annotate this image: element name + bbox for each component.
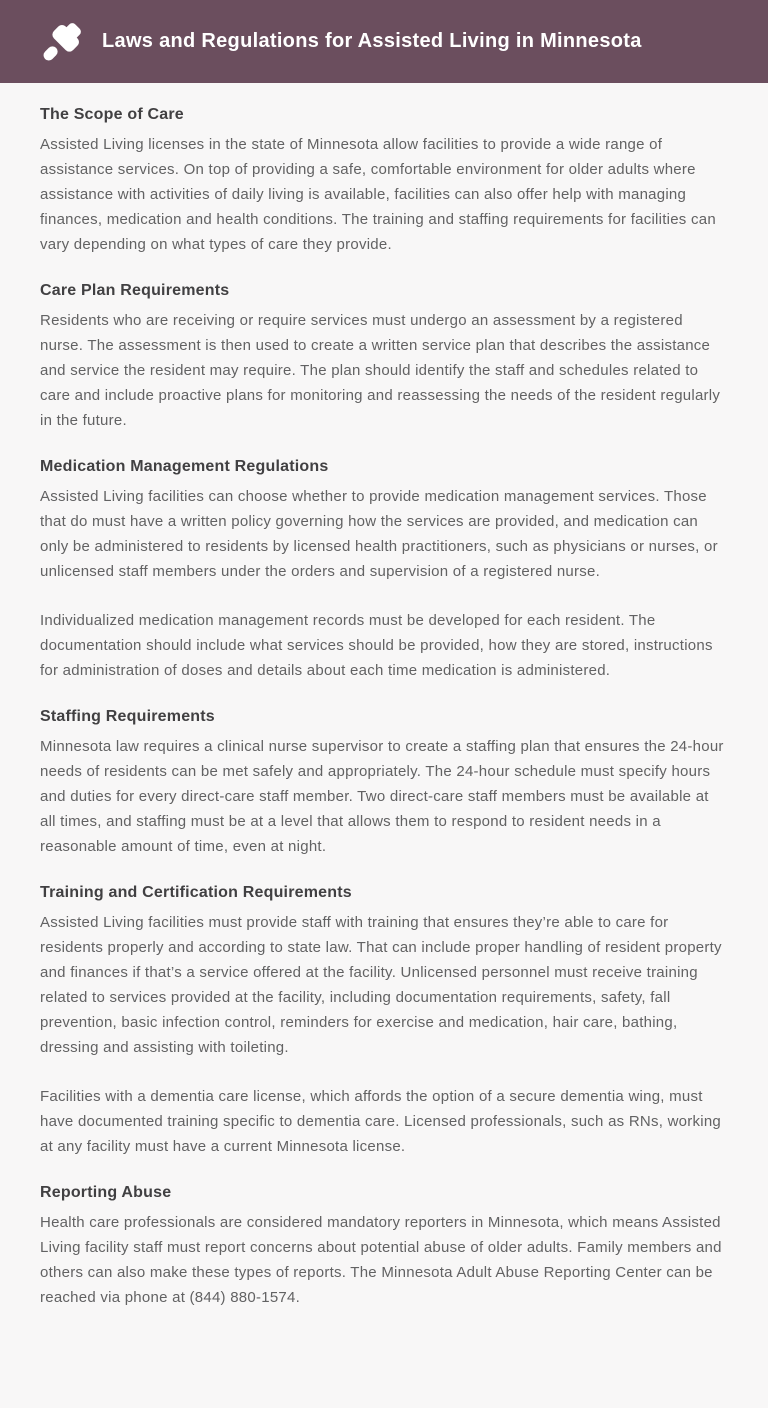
article-section xyxy=(40,457,728,683)
section-heading: Reporting Abuse xyxy=(40,1184,172,1201)
article-content xyxy=(0,83,768,1310)
section-paragraph: Individualized medication management records must be developed for each resident. The documentation should include what services should be provided, how they are stored, instructions for administration of doses and details about each time medication is administered. xyxy=(40,612,713,679)
section-paragraph: Facilities with a dementia care license, which affords the option of a secure dementia wing, must have documented training specific to dementia care. Licensed professionals, such as RNs, working at any facility must have a current Minnesota license. xyxy=(40,1088,722,1155)
section-paragraph: Assisted Living licenses in the state of Minnesota allow facilities to provide a wide range of assistance services. On top of providing a safe, comfortable environment for older adults where assistance with activities of daily living is available, facilities can also offer help with managing finances, medication and health conditions. The training and staffing requirements for facilities can vary depending on what types of care they provide. xyxy=(40,136,716,253)
article-section xyxy=(40,883,728,1159)
article-section xyxy=(40,281,728,433)
article-section xyxy=(40,105,728,257)
section-heading: Care Plan Requirements xyxy=(40,282,230,299)
article-section xyxy=(40,1183,728,1310)
page-header xyxy=(0,0,768,83)
section-heading: Staffing Requirements xyxy=(40,708,215,725)
section-heading: Training and Certification Requirements xyxy=(40,884,352,901)
section-paragraph: Health care professionals are considered mandatory reporters in Minnesota, which means Assisted Living facility staff must report concerns about potential abuse of older adults. Family members and others can also make these types of reports. The Minnesota Adult Abuse Reporting Center can be reached via phone at (844) 880-1574. xyxy=(40,1214,722,1306)
section-paragraph: Minnesota law requires a clinical nurse supervisor to create a staffing plan that ensures the 24-hour needs of residents can be met safely and appropriately. The 24-hour schedule must specify hours and duties for every direct-care staff member. Two direct-care staff members must be available at all times, and staffing must be at a level that allows them to respond to resident needs in a reasonable amount of time, even at night. xyxy=(40,738,724,855)
section-paragraph: Residents who are receiving or require services must undergo an assessment by a registered nurse. The assessment is then used to create a written service plan that describes the assistance and service the resident may require. The plan should identify the staff and schedules related to care and include proactive plans for monitoring and reassessing the needs of the resident regularly in the future. xyxy=(40,312,721,429)
section-heading: The Scope of Care xyxy=(40,106,184,123)
page-title: Laws and Regulations for Assisted Living in Minnesota xyxy=(102,30,642,52)
section-heading: Medication Management Regulations xyxy=(40,458,329,475)
section-paragraph: Assisted Living facilities can choose whether to provide medication management services. Those that do must have a written policy governing how the services are provided, and medication can only be administered to residents by licensed health practitioners, such as physicians or nurses, or unlicensed staff members under the orders and supervision of a registered nurse. xyxy=(40,488,718,580)
gavel-icon xyxy=(36,14,88,70)
section-paragraph: Assisted Living facilities must provide staff with training that ensures they’re able to care for residents properly and according to state law. That can include proper handling of resident property and finances if that’s a service offered at the facility. Unlicensed personnel must receive training related to services provided at the facility, including documentation requirements, safety, fall prevention, basic infection control, reminders for exercise and medication, hair care, bathing, dressing and assisting with toileting. xyxy=(40,914,722,1056)
article-section xyxy=(40,707,728,859)
